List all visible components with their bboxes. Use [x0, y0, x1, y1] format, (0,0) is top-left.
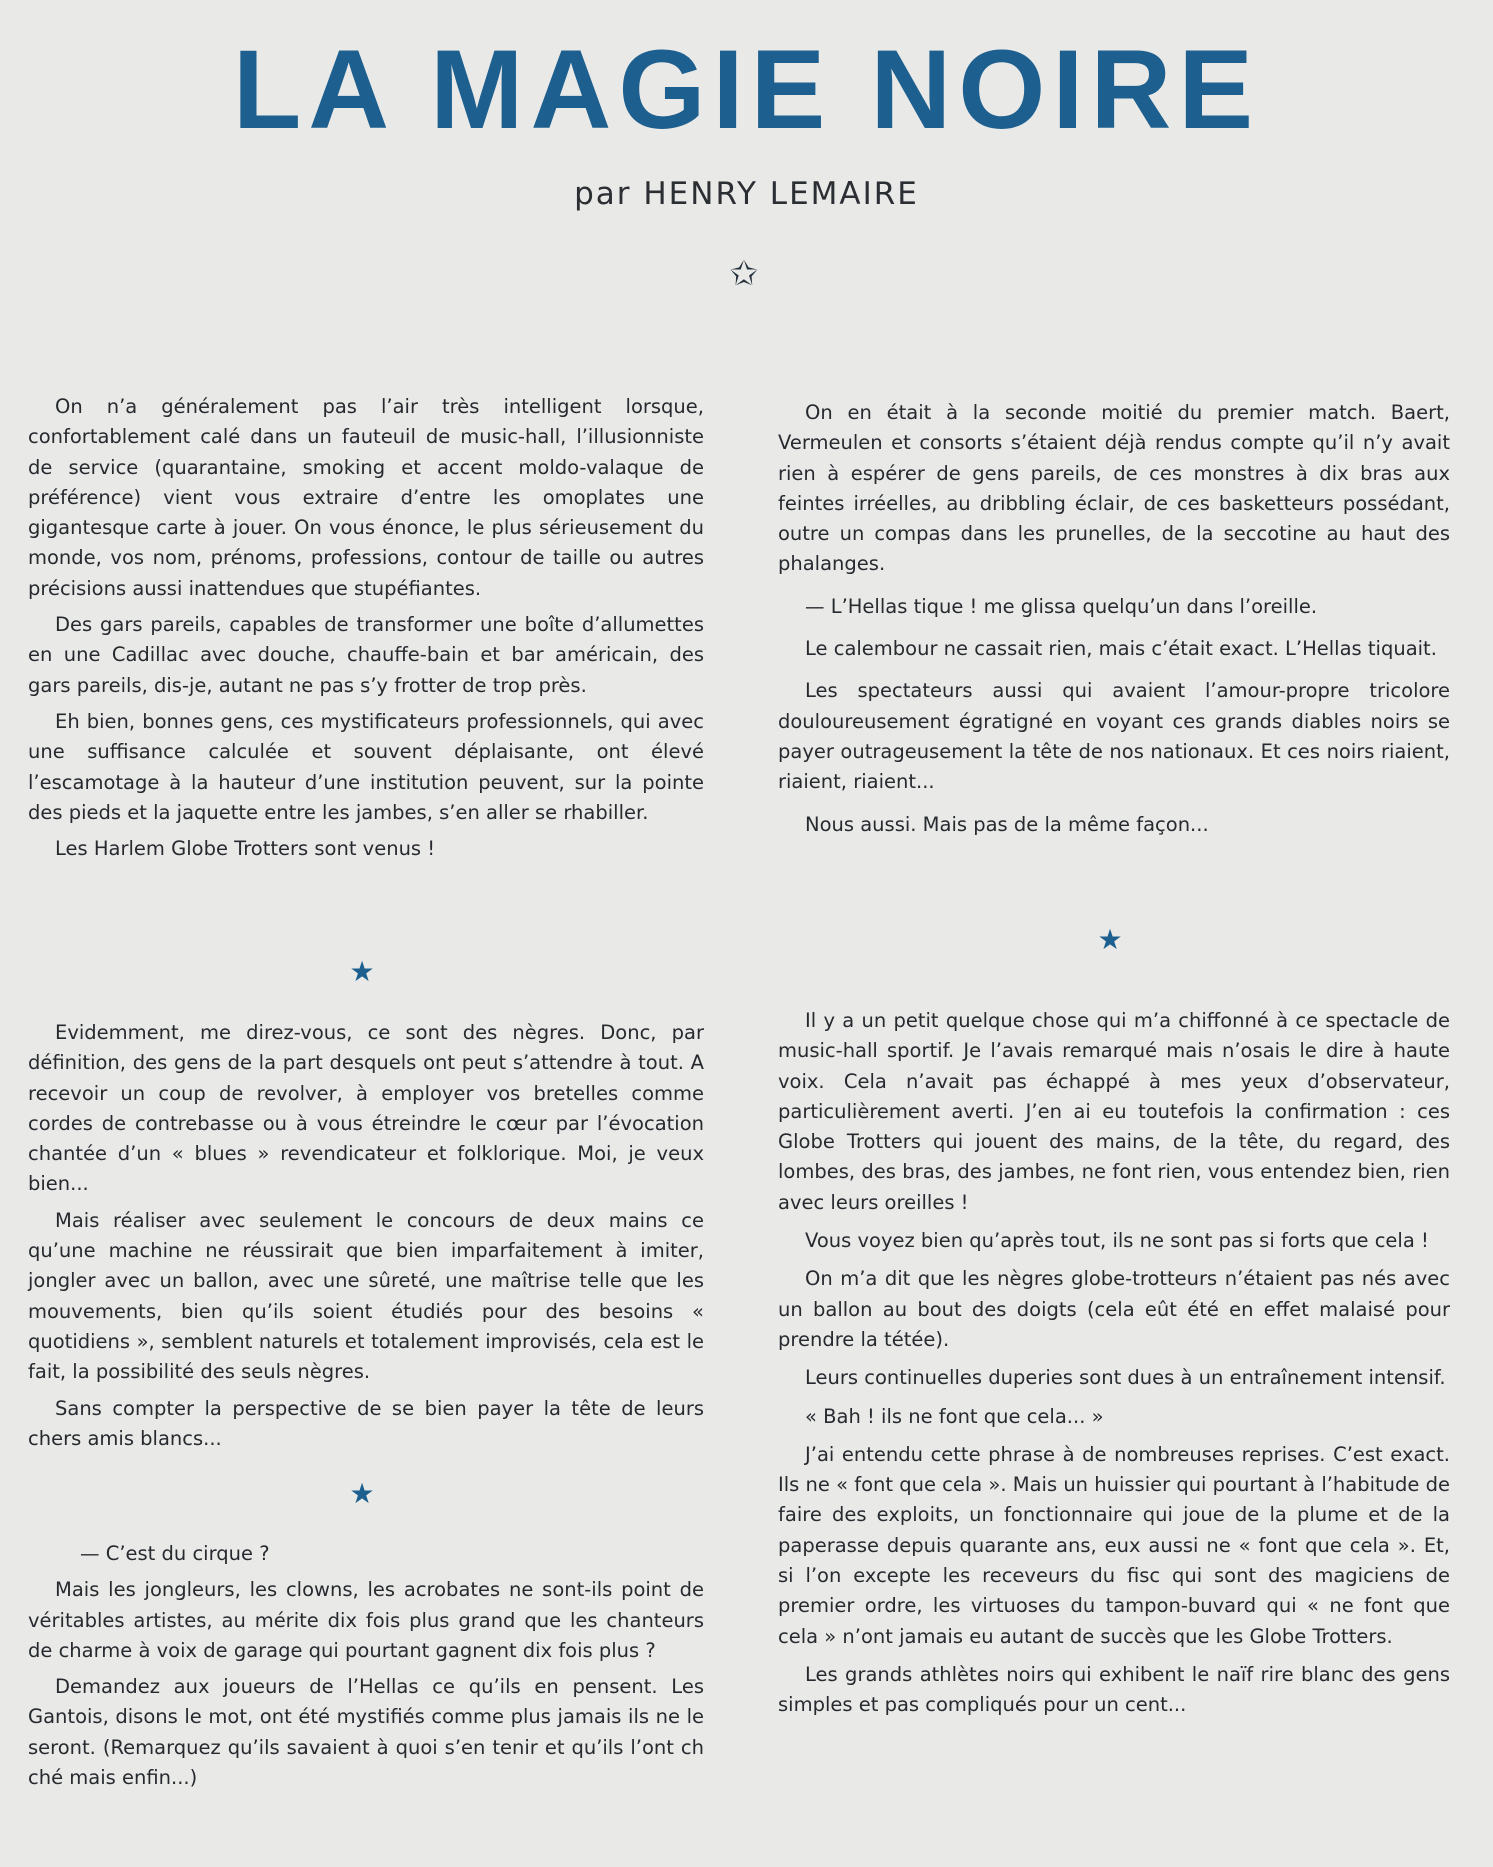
paragraph: On en était à la seconde moitié du premier match. Baert, Vermeulen et consorts s’étaient déjà rendus compte qu’il n’y avait rien à espérer de gens pareils, de ces monstres à dix bras aux feintes irréelles, au dribbling éclair, de ces basketteurs possédant, outre un compas dans les prunelles, de la seccotine au haut des phalanges. [778, 401, 1450, 576]
paragraph: « Bah ! ils ne font que cela... » [805, 1404, 1104, 1428]
left-column-section-1 [28, 392, 704, 864]
paragraph: — L’Hellas tique ! me glissa quelqu’un dans l’oreille. [805, 594, 1318, 618]
paragraph: Les Harlem Globe Trotters sont venus ! [55, 837, 436, 861]
separator-star-icon: ★ [349, 1477, 375, 1510]
paragraph: — C’est du cirque ? [80, 1542, 270, 1565]
paragraph: Demandez aux joueurs de l’Hellas ce qu’ils en pensent. Les Gantois, disons le mot, ont été mystifiés comme plus jamais ils ne le seront. (Remarquez qu’ils savaient à quoi s’en tenir et qu’ils l’ont ch ché mais enfin...) [28, 1675, 704, 1790]
paragraph: Les grands athlètes noirs qui exhibent le naïf rire blanc des gens simples et pas compliqués pour un cent... [778, 1662, 1450, 1717]
paragraph: Les spectateurs aussi qui avaient l’amour-propre tricolore douloureusement égratigné en voyant ces grands diables noirs se payer outrageusement la tête de nos nationaux. Et ces noirs riaient, riaient, riaient... [778, 679, 1450, 794]
paragraph: Mais les jongleurs, les clowns, les acrobates ne sont-ils point de véritables artistes, au mérite dix fois plus grand que les chanteurs de charme à voix de garage qui pourtant gagnent dix fois plus ? [28, 1578, 704, 1662]
paragraph: On m’a dit que les nègres globe-trotteurs n’étaient pas nés avec un ballon au bout des doigts (cela eût été en effet malaisé pour prendre la tétée). [778, 1267, 1450, 1351]
paragraph: Il y a un petit quelque chose qui m’a chiffonné à ce spectacle de music-hall sportif. Je l’avais remarqué mais n’osais le dire à haute voix. Cela n’avait pas échappé à mes yeux d’observateur, particulièrement averti. J’en ai eu toutefois la confirmation : ces Globe Trotters qui jouent des mains, de la tête, du regard, des lombes, des bras, des jambes, ne font rien, vous entendez bien, rien avec leurs oreilles ! [778, 1009, 1450, 1214]
paragraph: Leurs continuelles duperies sont dues à un entraînement intensif. [805, 1366, 1446, 1390]
separator-star-icon: ★ [1097, 923, 1123, 956]
article-byline: par HENRY LEMAIRE [574, 176, 919, 212]
paragraph: J’ai entendu cette phrase à de nombreuses reprises. C’est exact. Ils ne « font que cela ». Mais un huissier qui pourtant à l’habitude de faire des exploits, un fonctionnaire qui joue de la plume et de la paperasse depuis quarante ans, eux aussi ne « font que cela ». Et, si l’on excepte les receveurs du fisc qui sont des magiciens de premier ordre, les virtuoses du tampon-buvard qui « ne font que cela » n’ont jamais eu autant de succès que les Globe Trotters. [778, 1442, 1450, 1648]
article-title: LA MAGIE NOIRE [232, 27, 1261, 152]
paragraph: Nous aussi. Mais pas de la même façon... [805, 812, 1209, 836]
paragraph: Vous voyez bien qu’après tout, ils ne sont pas si forts que cela ! [805, 1229, 1429, 1253]
paragraph: On n’a généralement pas l’air très intelligent lorsque, confortablement calé dans un fauteuil de music-hall, l’illusionniste de service (quarantaine, smoking et accent moldo-valaque de préférence) vient vous extraire d’entre les omoplates une gigantesque carte à jouer. On vous énonce, le plus sérieusement du monde, vos nom, prénoms, professions, contour de taille ou autres précisions aussi inattendues que stupéfiantes. [28, 395, 704, 600]
paragraph: Eh bien, bonnes gens, ces mystificateurs professionnels, qui avec une suffisance calculée et souvent déplaisante, ont élevé l’escamotage à la hauteur d’une institution peuvent, sur la pointe des pieds et la jaquette entre les jambes, s’en aller se rhabiller. [28, 709, 704, 824]
right-column-section-2 [778, 1006, 1450, 1721]
header-star-icon: ✩ [729, 254, 759, 294]
right-column-section-1 [778, 398, 1450, 840]
left-column-section-2 [28, 1018, 704, 1454]
paragraph: Le calembour ne cassait rien, mais c’était exact. L’Hellas tiquait. [805, 637, 1437, 661]
paragraph: Des gars pareils, capables de transformer une boîte d’allumettes en une Cadillac avec douche, chauffe-bain et bar américain, des gars pareils, dis-je, autant ne pas s’y frotter de trop près. [28, 613, 704, 697]
separator-star-icon: ★ [349, 955, 375, 988]
left-column-section-3 [28, 1539, 704, 1793]
paragraph: Mais réaliser avec seulement le concours de deux mains ce qu’une machine ne réussirait que bien imparfaitement à imiter, jongler avec un ballon, avec une sûreté, une maîtrise telle que les mouvements, bien qu’ils soient étudiés pour des besoins « quotidiens », semblent naturels et totalement improvisés, cela est le fait, la possibilité des seuls nègres. [28, 1208, 704, 1384]
paragraph: Evidemment, me direz-vous, ce sont des nègres. Donc, par définition, des gens de la part desquels ont peut s’attendre à tout. A recevoir un coup de revolver, à employer vos bretelles comme cordes de contrebasse ou à vous étreindre le cœur par l’évocation chantée d’un « blues » revendicateur et folklorique. Moi, je veux bien... [28, 1021, 704, 1196]
paragraph: Sans compter la perspective de se bien payer la tête de leurs chers amis blancs... [28, 1396, 704, 1450]
